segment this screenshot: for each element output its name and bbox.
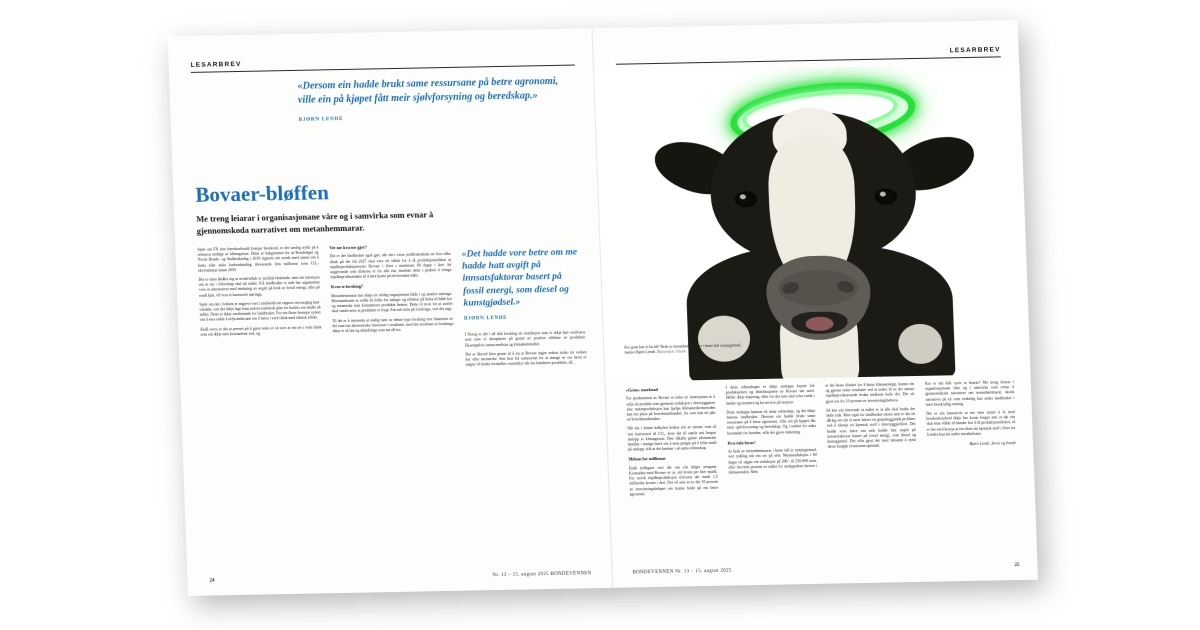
paragraph: Endå verre er det at presset på å gjera noko er så stort at ein ter i verk tiltak som ein ikkje ener kostnadene ved, og. [200, 325, 322, 337]
paragraph: Dette utsleppa hamnar eit anna rekneskap, og det ikkje bøtesta landbruket. Dersom ein hadde brukt same ressursane på å betre agronomi, ville ein på kjøpet fått meir sjølvforsyning og beredskap. Og i staden for auka kostnader for bonden, ville dei gjeve inntening. [726, 408, 816, 436]
paragraph: Sjølv om det i forkant er angjeve vart i utarbeidd ein rapport om mogleg kutt-område, vart det ikkje lagt fram nokon realistisk plan for korleis ein skulle nå målet. Dette er ikkje einsbetande for landbruket. For ein fleire bransjar synest om å vera enkle å selja ambisane om å betra i verk tiltak med faktisk effekt. [199, 300, 321, 323]
cow-tongue [805, 317, 834, 332]
paragraph: Når ein i denne kalkylen brukar eitt av metan, som så vert konvertert til CO₂, ferer det til samla sett haspar utslepp er klimagassar. Den såkalla grøne økonomien handlar i mange høve om å tena pengar på å fylta rundt på utslepp, slik at dei kanmar i eit anna rekneskap. [627, 425, 717, 452]
photo-caption-text: Kor grøn kan ei ku bli? Bruk av metanhemmarar er i beste fall symjegjetnad, meiner Bjørn Lende. [624, 343, 742, 355]
cow-nostril-right [836, 280, 855, 295]
paragraph: Det er likevel liten grunn til å tru at Bovaer utgjer nokon risiko for verken kyr eller menneske. Sett bort frå somnsynst for at mange av oss berre er nøgne vil bruka forskelles vernetiltyr når me handterer produktet, då... [465, 350, 587, 367]
left-column-2 [329, 243, 455, 375]
subhead: Kven si forsking? [330, 284, 364, 290]
folio-issue-right: BONDEVENNEN Nr. 13 – 15. august 2025 [632, 568, 732, 576]
cow-photo [594, 64, 1030, 382]
right-page-columns [626, 380, 1018, 501]
paragraph: Kor er dei klår syrte te leiarar? Me treng leiarar i organisasjonane våre og i samvirka som evnar å gjennomskoda narrativet om metanhemmarar, skoda narrativet på eit som verkeleg kan endre landbruket i meir berekraftig retning. [924, 380, 1015, 407]
folio-page-number-right: 25 [1014, 563, 1020, 569]
paragraph: er det beste tiltaket for å kutta klimautslepp, kunne ein og gjerast same resultatet ved at nokre få av dei største mjølkeproduserande bruka midlaste heile dei. Dei vil gjort oss for 10 prosent av investeringsbehova. [825, 382, 915, 404]
inline-pull-quote-byline: BJØRN LENDE [464, 315, 508, 322]
paragraph: I dette rekneskapet er ikkje utsleppa knytte frå produksjonen og distribusjonen av Bovaer tatt med. Heller ikkje dopering, eller for dei som skal reisa rundt i landet og montera og ha service på utstyret. [725, 383, 815, 406]
subhead: Mekan for millionar [628, 456, 666, 462]
cow-illustration [667, 75, 968, 380]
top-pull-quote-text: «Dersom ein hadde brukt same ressursane på betre agronomi, ville ein på kjøpet fått meir sjølvforsyning og beredskap.» [297, 75, 559, 106]
subhead: Vet me kva me gjer? [329, 244, 368, 251]
photo-credit: Illustrasjon: Ishtok [656, 349, 686, 354]
right-page-top-rule [616, 56, 1001, 64]
right-column-2 [725, 384, 818, 500]
author-signoff: Bjørn Lende, lærar og bonde [969, 440, 1017, 446]
cow-nostril-left [781, 280, 800, 295]
right-column-4 [925, 380, 1018, 496]
paragraph: Det er enno åmåka seg at avtalevilkår er juridisk bindande, men ein intensjon om at ein i fellesskap skal nå målet. Frå landbruket si side har argumentet vore at alternativet med innføring av avgift på bruk av fossil energi, eller på raudt kjøt, vil vera ei katastrofe næringa. [198, 275, 320, 298]
standfirst: Me treng leiarar i organisasjonane våre og i samvirka som evnar å gjennomskoda narrativet om metanhemmarar. [196, 210, 434, 236]
top-pull-quote [297, 75, 569, 127]
left-page-top-rule [191, 65, 575, 73]
paragraph: Til det er å innvenda at stadig meir av denne typa forsking vert finansiert av dei som har økonomiske interesser i resultatet, med det resultatet at forskinga ikkje er så lite og uhindringa som me all tru. [332, 316, 454, 334]
eye-glint [740, 194, 746, 199]
folio-issue-left: Nr. 13 – 15. august 2025 BONDEVENNEN [492, 571, 592, 579]
inline-pull-quote-text: «Det hadde vore betre om me hadde hatt avgift på innsatsfaktorar basert på fossil energi, som diesel og kunstgjødsel.» [461, 246, 578, 309]
eye-glint [880, 192, 886, 197]
subhead: Kva tula forar! [727, 439, 756, 446]
right-page [593, 20, 1039, 588]
runhead-left: LESARBREV [190, 60, 242, 69]
right-column-1 [626, 386, 719, 502]
folio-page-number-left: 24 [209, 578, 215, 584]
left-page [168, 28, 614, 596]
page-title: Bovaer-bløffen [194, 180, 330, 207]
cow-mouth [791, 311, 848, 334]
left-page-columns [197, 240, 587, 377]
right-column-3 [825, 382, 918, 498]
paragraph: Endå tydlegare vert det om ein følger pengane. Kostnaden med Bovaer er ca. ein krone per liter mjølk. For norsk mjølkeproduksjon tilsvarar det rundt 1,5 milliardar kroner i året. Det vil seie at av dei 10 prosent av investeringsbeløpet ein kunne brukt på ein betre agronomi. [628, 464, 719, 497]
left-column-1 [197, 245, 323, 377]
inline-pull-quote [462, 246, 586, 325]
top-pull-quote-byline: BJØRN LENDE [298, 115, 344, 123]
paragraph: I Noreg er det i all slik forsking eit restriksjon som vi ikkje kan verifisera, som som vi akseptterer på grunn av positive effektar av produktet. Eksempelvis innan medisin og klimahemmidtel. [464, 330, 586, 348]
subhead: «Grøn» marknad [625, 386, 659, 393]
paragraph: Det er det landbruket også gjer, når ein i visse jordbruksskala ser kva slike tiltak på det frå 2027 skal vera eit vilkår for å få produksjonstilskot at mjølkeproduksjonsytar Bovaer i fôret i minimum 60 dagar i året. Så angjevande som tilskotet er for alle ein, innebær dette i praksis å tvinga mjølkeprodusentane til å føra kyrne på ein bestemt måte. [329, 252, 452, 280]
paragraph: At bruk av metanhemmarar i beste fall er symjegjetnad, vert tydeleg når ein ser på sela. Metanreduksjon i 60 dagar vil utgjer ein reduksjon på 200– til 250.000 tonn, eller fire-fem prosent av målet for utsleppskutt føreset i klimaavtalen. Men [727, 448, 818, 475]
paragraph: Så kan ein innvende at målet er at alle skal bruka det helle tida. Men også for landbruket eksist antt er det eit dårleg om ein ei meir løyser eit grunnleggjande problem ved å tilsetja eit kjemisk stoff i drøvtyggjarfôret. Det hadde vore betre om mdi hadde hatt avgift på innsatsfaktorar basert på fossil energi, som diesel og kunstgjødsel. Det ville gjort det meir lønsamt å nytta desse knappe ressursane optimalt. [826, 406, 917, 449]
paragraph: Sjølv om FN sine bærekraftsmål fremjar berekraft, er det særleg trykk på å redusera utslepp av klimagassar. Dette er bakgrunnen for at Bondelaget og Norsk Bonde- og Småbrukarlag i 2019 signerte ein avtale med staten om å kutta eller auka karbonbinding tilsvarande fem millionar tonn CO₂-ekvivalentar innan 2030. [197, 245, 320, 273]
magazine-spread [168, 20, 1039, 606]
left-column-3 [461, 240, 587, 372]
paragraph: For produsenten av Bovaer er noko av intensjonen at å selja eit produkt som gjennom reduksjon i drøvtyggjaren sine metanproduksjon kan hjelpa klimamerketmetoden kan ein plass på kverdsmarknaden, for som kan eit jakt eit kverdsmarknaden. [626, 395, 716, 422]
paragraph: Metanhemmarar har skapt eit veldig engasjement både i og utanfor næringa. Motstandarane er redde til risiko for uskapt- og effektar på helsa til både kyr og menneska som konsumerer produkta hennar. Dette til trost for at stoffet skal vanda seier at produktet er trygt. Ein må stola på forskinga, vert det sagt. [331, 291, 453, 314]
paragraph: Det er ein katastrofe at me etter minst ti år med berekraftsarbeid ikkje har kome lenger enn at når ein skal eitta vilkår til bønder fire å få produksjonstilskot, så er det verd kravja at ein tilset ein kjemisk stoff i fôret for å endra kua sin unike metabolisme. [926, 410, 1016, 437]
runhead-right: LESARBREV [949, 46, 1001, 55]
